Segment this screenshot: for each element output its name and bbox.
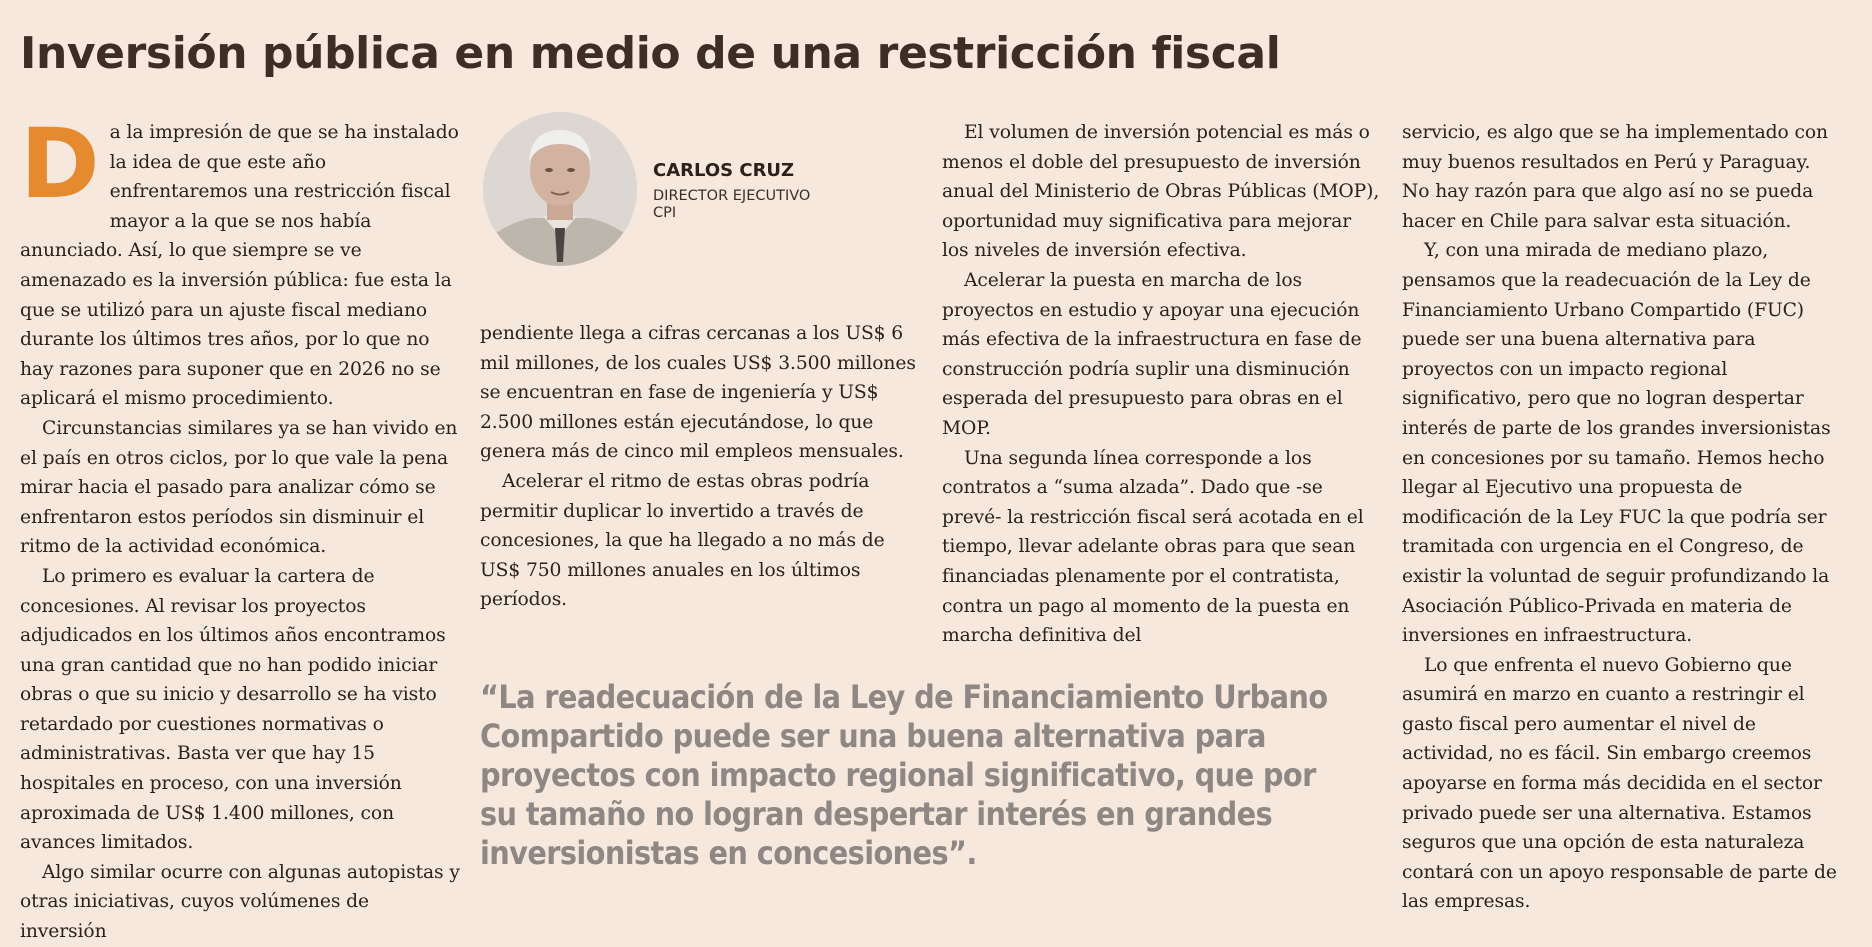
column-1 xyxy=(20,108,460,947)
paragraph: Lo primero es evaluar la cartera de concesiones. Al revisar los proyectos adjudicados en los últimos años encontramos una gran cantidad que no han podido iniciar obras o que su inicio y desarrollo se ha visto retardado por cuestiones normativas o administrativas. Basta ver que hay 15 hospitales en proceso, con una inversión aproximada de US$ 1.400 millones, con avances limitados. xyxy=(20,565,446,854)
paragraph: Una segunda línea corresponde a los contratos a “suma alzada”. Dado que -se prevé- la restricción fiscal será acotada en el tiempo, llevar adelante obras para que sean financiadas plenamente por el contratista, contra un pago al momento de la puesta en marcha definitiva del xyxy=(942,447,1364,647)
drop-cap: D xyxy=(20,108,100,220)
column-2 xyxy=(480,319,920,615)
pull-quote: “La readecuación de la Ley de Financiamiento Urbano Compartido puede ser una buena alternativa para proyectos con impacto regional significativo, que por su tamaño no logran despertar interés en grandes inversionistas en concesiones”. xyxy=(480,678,1328,872)
column-3 xyxy=(942,118,1382,651)
author-role xyxy=(653,188,810,222)
paragraph: Y, con una mirada de mediano plazo, pensamos que la readecuación de la Ley de Financiamiento Urbano Compartido (FUC) puede ser una buena alternativa para proyectos con un impacto regional significativo, pero que no logran despertar interés de parte de los grandes inversionistas en concesiones por su tamaño. Hemos hecho llegar al Ejecutivo una propuesta de modificación de la Ley FUC la que podría ser tramitada con urgencia en el Congreso, de existir la voluntad de seguir profundizando la Asociación Público-Privada en materia de inversiones en infraestructura. xyxy=(1402,240,1831,647)
author-name: CARLOS CRUZ xyxy=(653,160,795,181)
paragraph: pendiente llega a cifras cercanas a los US$ 6 mil millones, de los cuales US$ 3.500 millones se encuentran en fase de ingeniería y US$ 2.500 millones están ejecutándose, lo que genera más de cinco mil empleos mensuales. xyxy=(480,323,916,463)
paragraph: Acelerar el ritmo de estas obras podría permitir duplicar lo invertido a través de concesiones, la que ha llegado a no más de US$ 750 millones anuales en los últimos períodos. xyxy=(480,470,885,611)
author-photo xyxy=(483,112,637,266)
paragraph xyxy=(20,108,460,414)
paragraph: Algo similar ocurre con algunas autopistas y otras iniciativas, cuyos volúmenes de inversión xyxy=(20,861,460,943)
paragraph: servicio, es algo que se ha implementado con muy buenos resultados en Perú y Paraguay. No hay razón para que algo así no se pueda hacer en Chile para salvar esta situación. xyxy=(1402,122,1828,232)
author-role-line: DIRECTOR EJECUTIVO xyxy=(653,188,811,204)
paragraph: Circunstancias similares ya se han vivido en el país en otros ciclos, por lo que vale la pena mirar hacia el pasado para analizar cómo se enfrentaron estos períodos sin disminuir el ritmo de la actividad económica. xyxy=(20,417,458,558)
column-4 xyxy=(1402,118,1842,917)
paragraph: Lo que enfrenta el nuevo Gobierno que asumirá en marzo en cuanto a restringir el gasto fiscal pero aumentar el nivel de actividad, no es fácil. Sin embargo creemos apoyarse en forma más decidida en el sector privado puede ser una alternativa. Estamos seguros que una opción de esta naturaleza contará con un apoyo responsable de parte de las empresas. xyxy=(1402,654,1837,913)
author-role-line: CPI xyxy=(653,205,677,221)
page-title: Inversión pública en medio de una restricción fiscal xyxy=(20,28,1281,79)
paragraph-text: a la impresión de que se ha instalado la idea de que este año enfrentaremos una restricción fiscal mayor a la que se nos había anunciado. Así, lo que siempre se ve amenazado es la inversión pública: fue esta la que se utilizó para un ajuste fiscal mediano durante los últimos tres años, por lo que no hay razones para suponer que en 2026 no se aplicará el mismo procedimiento. xyxy=(20,122,459,410)
paragraph: Acelerar la puesta en marcha de los proyectos en estudio y apoyar una ejecución más efectiva de la infraestructura en fase de construcción podría suplir una disminución esperada del presupuesto para obras en el MOP. xyxy=(942,269,1362,439)
paragraph: El volumen de inversión potencial es más o menos el doble del presupuesto de inversión anual del Ministerio de Obras Públicas (MOP), oportunidad muy significativa para mejorar los niveles de inversión efectiva. xyxy=(942,122,1380,262)
